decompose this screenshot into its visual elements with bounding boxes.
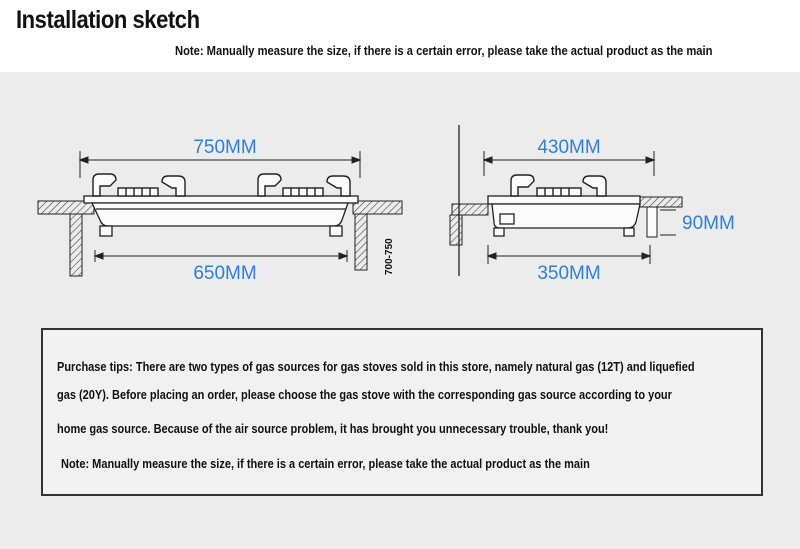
side-burner-supports [511,175,606,196]
front-stove-body [84,196,358,236]
purchase-tips-note: Note: Manually measure the size, if there is a certain error, please take the actual product as the main [61,457,590,471]
side-bottom-dimension [488,245,650,264]
purchase-tips-line-2: gas (20Y). Before placing an order, please choose the gas stove with the corresponding gas source according to your [57,388,672,402]
front-bottom-dimension [95,250,347,262]
purchase-tips-line-1: Purchase tips: There are two types of gas sources for gas stoves sold in this store, namely natural gas (12T) and liquefied [57,360,695,374]
front-view [38,137,402,284]
side-bottom-width-label: 350MM [537,263,601,284]
side-view [450,125,735,284]
side-depth-label: 90MM [682,213,735,234]
measurement-note: Note: Manually measure the size, if there is a certain error, please take the actual product as the main [175,43,713,58]
side-stove-body [488,196,640,236]
purchase-tips-line-3: home gas source. Because of the air source problem, it has brought you unnecessary trouble, thank you! [57,422,609,436]
counter-height-label: 700-750 [384,238,395,275]
side-top-width-label: 430MM [537,137,601,158]
depth-bracket [660,210,676,235]
front-bottom-width-label: 650MM [193,263,257,284]
front-top-width-label: 750MM [193,137,257,158]
front-burner-supports [93,174,350,196]
purchase-tips-box [41,328,763,496]
page-title: Installation sketch [16,6,200,34]
